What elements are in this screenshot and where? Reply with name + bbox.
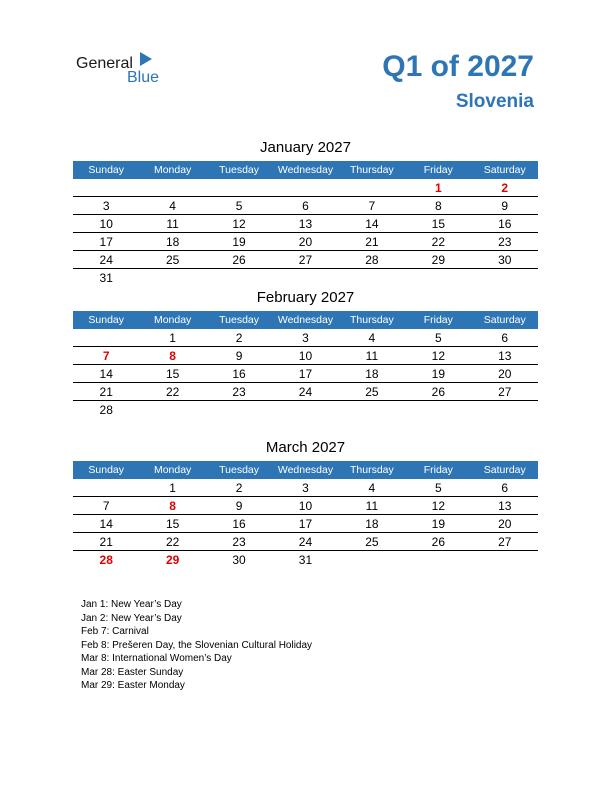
logo-text-general: General (76, 55, 133, 72)
week-row (73, 251, 538, 269)
weekday-header: Tuesday (206, 161, 272, 179)
weekday-header-row (73, 161, 538, 179)
week-row (73, 215, 538, 233)
day-cell (472, 401, 538, 419)
holiday-note: Jan 1: New Year’s Day (81, 599, 182, 610)
calendar-table (73, 311, 538, 418)
week-row (73, 401, 538, 419)
day-cell (405, 269, 471, 287)
day-cell: 16 (472, 215, 538, 233)
day-cell: 6 (472, 479, 538, 497)
day-cell (206, 269, 272, 287)
day-cell (472, 269, 538, 287)
month-title: March 2027 (265, 439, 346, 456)
day-cell (272, 269, 338, 287)
day-cell: 18 (339, 365, 405, 383)
day-cell: 20 (272, 233, 338, 251)
day-cell: 29 (405, 251, 471, 269)
day-cell: 4 (339, 479, 405, 497)
day-cell: 2 (472, 179, 538, 197)
day-cell: 28 (99, 402, 113, 417)
weekday-header: Wednesday (272, 461, 338, 479)
day-cell: 8 (139, 497, 205, 515)
day-cell: 14 (73, 365, 139, 383)
day-cell: 4 (339, 329, 405, 347)
day-cell: 12 (405, 347, 471, 365)
day-cell: 14 (339, 215, 405, 233)
day-cell (339, 551, 405, 569)
day-cell: 11 (339, 347, 405, 365)
day-cell: 12 (405, 497, 471, 515)
day-cell (339, 179, 405, 197)
day-cell: 24 (73, 251, 139, 269)
day-cell: 31 (298, 552, 313, 567)
weekday-header: Saturday (472, 461, 538, 479)
day-cell: 20 (472, 515, 538, 533)
day-cell: 7 (73, 347, 139, 365)
day-cell: 25 (339, 533, 405, 551)
day-cell: 19 (405, 515, 471, 533)
holiday-note: Feb 7: Carnival (81, 626, 149, 637)
day-cell (272, 179, 338, 197)
weekday-header: Monday (139, 461, 205, 479)
month-january (73, 138, 538, 286)
day-cell (405, 551, 471, 569)
weekday-header: Sunday (73, 161, 139, 179)
logo-triangle-icon (140, 52, 152, 66)
day-cell: 27 (472, 383, 538, 401)
day-cell: 18 (339, 515, 405, 533)
weekday-header: Saturday (472, 161, 538, 179)
day-cell: 1 (139, 329, 205, 347)
day-cell: 9 (206, 497, 272, 515)
weekday-header: Sunday (73, 311, 139, 329)
day-cell (206, 401, 272, 419)
month-february (73, 288, 538, 418)
day-cell: 27 (272, 251, 338, 269)
week-row (73, 533, 538, 551)
day-cell: 11 (339, 497, 405, 515)
day-cell: 5 (206, 197, 272, 215)
weekday-header: Thursday (339, 461, 405, 479)
day-cell (73, 479, 139, 497)
day-cell: 15 (405, 215, 471, 233)
day-cell: 3 (272, 479, 338, 497)
weekday-header: Friday (405, 161, 471, 179)
week-row (73, 515, 538, 533)
day-cell: 26 (405, 383, 471, 401)
holiday-note: Jan 2: New Year’s Day (81, 612, 182, 624)
day-cell: 22 (139, 383, 205, 401)
day-cell: 25 (139, 251, 205, 269)
day-cell: 7 (339, 197, 405, 215)
day-cell: 28 (99, 552, 113, 567)
week-row (73, 269, 538, 287)
day-cell: 14 (73, 515, 139, 533)
day-cell: 3 (73, 197, 139, 215)
weekday-header: Monday (139, 161, 205, 179)
week-row (73, 383, 538, 401)
day-cell: 26 (206, 251, 272, 269)
day-cell (339, 269, 405, 287)
week-row (73, 365, 538, 383)
day-cell: 1 (139, 479, 205, 497)
day-cell: 4 (139, 197, 205, 215)
week-row (73, 551, 538, 569)
day-cell: 10 (73, 215, 139, 233)
week-row (73, 179, 538, 197)
day-cell (472, 551, 538, 569)
weekday-header: Friday (405, 311, 471, 329)
day-cell: 17 (73, 233, 139, 251)
week-row (73, 197, 538, 215)
day-cell: 18 (139, 233, 205, 251)
day-cell: 17 (272, 515, 338, 533)
day-cell: 6 (472, 329, 538, 347)
day-cell: 28 (339, 251, 405, 269)
day-cell (272, 401, 338, 419)
day-cell: 13 (472, 497, 538, 515)
day-cell: 12 (206, 215, 272, 233)
day-cell: 10 (272, 347, 338, 365)
day-cell: 26 (405, 533, 471, 551)
calendar-table (73, 461, 538, 568)
day-cell: 20 (472, 365, 538, 383)
weekday-header: Tuesday (206, 311, 272, 329)
day-cell: 9 (206, 347, 272, 365)
day-cell: 27 (472, 533, 538, 551)
day-cell: 16 (206, 515, 272, 533)
day-cell (139, 269, 205, 287)
weekday-header: Tuesday (206, 461, 272, 479)
day-cell (139, 179, 205, 197)
day-cell: 2 (206, 479, 272, 497)
day-cell: 5 (405, 479, 471, 497)
day-cell: 5 (405, 329, 471, 347)
day-cell: 30 (232, 552, 246, 567)
month-title: January 2027 (260, 139, 351, 156)
day-cell: 22 (139, 533, 205, 551)
day-cell: 21 (73, 383, 139, 401)
day-cell: 24 (272, 383, 338, 401)
day-cell (339, 401, 405, 419)
day-cell: 1 (405, 179, 471, 197)
page-title: Q1 of 2027 (382, 50, 534, 83)
day-cell: 13 (272, 215, 338, 233)
calendar-table (73, 161, 538, 286)
day-cell: 23 (206, 383, 272, 401)
day-cell: 16 (206, 365, 272, 383)
day-cell (206, 179, 272, 197)
day-cell (139, 401, 205, 419)
day-cell: 3 (272, 329, 338, 347)
day-cell (73, 179, 139, 197)
weekday-header: Wednesday (272, 311, 338, 329)
day-cell: 23 (472, 233, 538, 251)
day-cell: 25 (339, 383, 405, 401)
month-title: February 2027 (256, 289, 355, 306)
weekday-header: Saturday (472, 311, 538, 329)
country-name: Slovenia (455, 91, 534, 112)
holiday-note: Mar 29: Easter Monday (81, 680, 185, 691)
week-row (73, 497, 538, 515)
day-cell (405, 401, 471, 419)
day-cell: 15 (139, 365, 205, 383)
day-cell: 29 (165, 552, 180, 567)
day-cell: 30 (472, 251, 538, 269)
day-cell: 23 (206, 533, 272, 551)
day-cell: 13 (472, 347, 538, 365)
day-cell: 21 (73, 533, 139, 551)
weekday-header: Thursday (339, 311, 405, 329)
day-cell: 11 (139, 215, 205, 233)
day-cell: 19 (206, 233, 272, 251)
day-cell: 7 (73, 497, 139, 515)
day-cell: 6 (272, 197, 338, 215)
weekday-header: Thursday (339, 161, 405, 179)
weekday-header: Friday (405, 461, 471, 479)
holiday-note: Mar 28: Easter Sunday (81, 666, 184, 678)
weekday-header-row (73, 311, 538, 329)
day-cell: 22 (405, 233, 471, 251)
holiday-note: Feb 8: Prešeren Day, the Slovenian Cultural Holiday (81, 639, 313, 651)
day-cell: 19 (405, 365, 471, 383)
day-cell (73, 329, 139, 347)
week-row (73, 233, 538, 251)
week-row (73, 347, 538, 365)
holiday-notes (81, 598, 312, 693)
day-cell: 2 (206, 329, 272, 347)
logo-text-blue: Blue (127, 69, 160, 86)
weekday-header: Monday (139, 311, 205, 329)
week-row (73, 329, 538, 347)
holiday-note: Mar 8: International Women’s Day (81, 653, 232, 664)
day-cell: 10 (272, 497, 338, 515)
day-cell: 8 (405, 197, 471, 215)
weekday-header: Wednesday (272, 161, 338, 179)
brand-logo (76, 52, 176, 90)
day-cell: 24 (272, 533, 338, 551)
day-cell: 21 (339, 233, 405, 251)
day-cell: 9 (472, 197, 538, 215)
day-cell: 17 (272, 365, 338, 383)
day-cell: 15 (139, 515, 205, 533)
day-cell: 31 (99, 270, 113, 285)
week-row (73, 479, 538, 497)
month-march (73, 438, 538, 568)
day-cell: 8 (139, 347, 205, 365)
weekday-header-row (73, 461, 538, 479)
weekday-header: Sunday (73, 461, 139, 479)
